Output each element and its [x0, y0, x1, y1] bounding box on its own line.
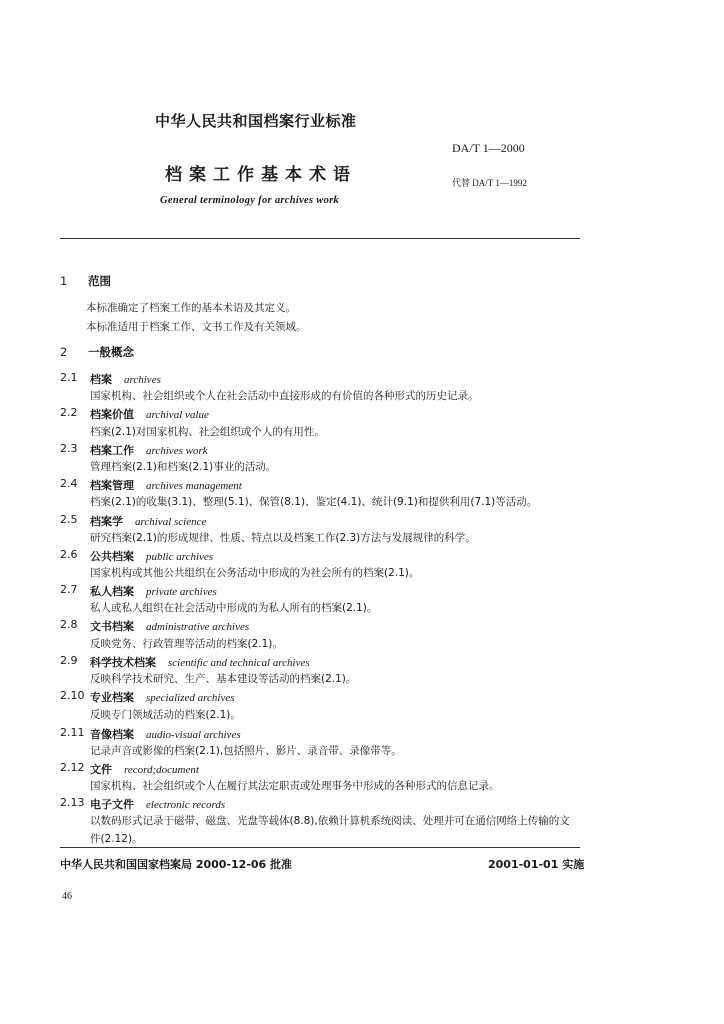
- term-number: 2.1: [60, 371, 78, 384]
- term-zh: 科学技术档案: [90, 656, 156, 669]
- term-en: archives management: [146, 480, 242, 492]
- term-definition: 档案(2.1)对国家机构、社会组织或个人的有用性。: [90, 426, 325, 438]
- term-zh: 音像档案: [90, 728, 134, 741]
- term-number: 2.8: [60, 618, 78, 631]
- term-zh: 专业档案: [90, 691, 134, 704]
- term-number: 2.9: [60, 654, 78, 667]
- term-zh: 档案价值: [90, 408, 134, 421]
- term-zh: 档案学: [90, 515, 123, 528]
- term-zh: 公共档案: [90, 550, 134, 563]
- term-number: 2.10: [60, 689, 85, 702]
- term-heading: [90, 689, 234, 705]
- section-number: 2: [60, 345, 68, 359]
- page-number: 46: [62, 891, 72, 902]
- term-zh: 档案工作: [90, 444, 134, 457]
- term-en: public archives: [146, 551, 214, 563]
- term-number: 2.7: [60, 583, 78, 596]
- term-number: 2.6: [60, 548, 78, 561]
- term-heading: [90, 477, 242, 493]
- term-en: archival value: [146, 409, 209, 421]
- term-heading: [90, 618, 249, 634]
- term-en: archival science: [135, 516, 207, 528]
- term-definition: 国家机构、社会组织或个人在社会活动中直接形成的有价值的各种形式的历史记录。: [90, 390, 479, 402]
- document-title: 档案工作基本术语: [165, 165, 357, 185]
- term-number: 2.12: [60, 761, 85, 774]
- term-en: archives work: [146, 445, 208, 457]
- term-definition: 记录声音或影像的档案(2.1),包括照片、影片、录音带、录像带等。: [90, 745, 402, 757]
- term-definition: 私人或私人组织在社会活动中形成的为私人所有的档案(2.1)。: [90, 602, 378, 614]
- term-heading: [90, 442, 208, 458]
- term-en: private archives: [146, 586, 217, 598]
- term-definition: 档案(2.1)的收集(3.1)、整理(5.1)、保管(8.1)、鉴定(4.1)、统计(9.1)和提供利用(7.1)等活动。: [90, 496, 538, 508]
- term-definition: 反映专门领域活动的档案(2.1)。: [90, 709, 241, 721]
- term-zh: 电子文件: [90, 798, 134, 811]
- section-heading: [60, 273, 111, 289]
- term-definition: 反映科学技术研究、生产、基本建设等活动的档案(2.1)。: [90, 673, 357, 685]
- term-number: 2.5: [60, 513, 78, 526]
- header-divider: [60, 238, 580, 239]
- paragraph: 本标准适用于档案工作、文书工作及有关领域。: [86, 321, 307, 333]
- term-en: scientific and technical archives: [168, 657, 310, 669]
- section-title: 范围: [88, 274, 111, 288]
- term-en: specialized archives: [146, 692, 235, 704]
- section-heading: [60, 344, 134, 360]
- term-heading: [90, 726, 241, 742]
- term-number: 2.3: [60, 442, 78, 455]
- term-number: 2.4: [60, 477, 78, 490]
- term-definition: 以数码形式记录于磁带、磁盘、光盘等载体(8.8),依赖计算机系统阅读、处理并可在通信网络上传输的文件(2.12)。: [90, 815, 570, 845]
- term-definition: 国家机构、社会组织或个人在履行其法定职责或处理事务中形成的各种形式的信息记录。: [90, 780, 500, 792]
- term-en: archives: [124, 374, 161, 386]
- term-heading: [90, 513, 206, 529]
- term-definition: 管理档案(2.1)和档案(2.1)事业的活动。: [90, 461, 277, 473]
- term-zh: 档案: [90, 373, 112, 386]
- term-en: record;document: [124, 764, 199, 776]
- term-en: administrative archives: [146, 621, 250, 633]
- section-number: 1: [60, 274, 68, 288]
- term-heading: [90, 654, 310, 670]
- paragraph: 本标准确定了档案工作的基本术语及其定义。: [86, 302, 296, 314]
- term-definition: 反映党务、行政管理等活动的档案(2.1)。: [90, 638, 283, 650]
- standard-code: DA/T 1—2000: [452, 141, 525, 155]
- approval-note: 中华人民共和国国家档案局 2000-12-06 批准: [60, 858, 293, 871]
- term-heading: [90, 406, 209, 422]
- term-heading: [90, 796, 225, 812]
- term-heading: [90, 761, 199, 777]
- term-number: 2.11: [60, 726, 85, 739]
- footer-divider: [60, 847, 580, 848]
- term-zh: 私人档案: [90, 585, 134, 598]
- term-number: 2.2: [60, 406, 78, 419]
- term-definition: 研究档案(2.1)的形成规律、性质、特点以及档案工作(2.3)方法与发展规律的科学。: [90, 532, 476, 544]
- issuing-authority: 中华人民共和国档案行业标准: [155, 112, 357, 130]
- term-zh: 档案管理: [90, 479, 134, 492]
- effective-date: 2001-01-01 实施: [488, 858, 585, 871]
- term-heading: [90, 548, 213, 564]
- term-definition: 国家机构或其他公共组织在公务活动中形成的为社会所有的档案(2.1)。: [90, 567, 420, 579]
- replaces-standard: 代替 DA/T 1—1992: [452, 178, 527, 188]
- term-en: audio-visual archives: [146, 729, 241, 741]
- term-heading: [90, 371, 161, 387]
- term-zh: 文件: [90, 763, 112, 776]
- term-zh: 文书档案: [90, 620, 134, 633]
- document-title-en: General terminology for archives work: [160, 195, 340, 206]
- term-en: electronic records: [146, 799, 226, 811]
- term-number: 2.13: [60, 796, 85, 809]
- section-title: 一般概念: [88, 345, 134, 359]
- term-heading: [90, 583, 217, 599]
